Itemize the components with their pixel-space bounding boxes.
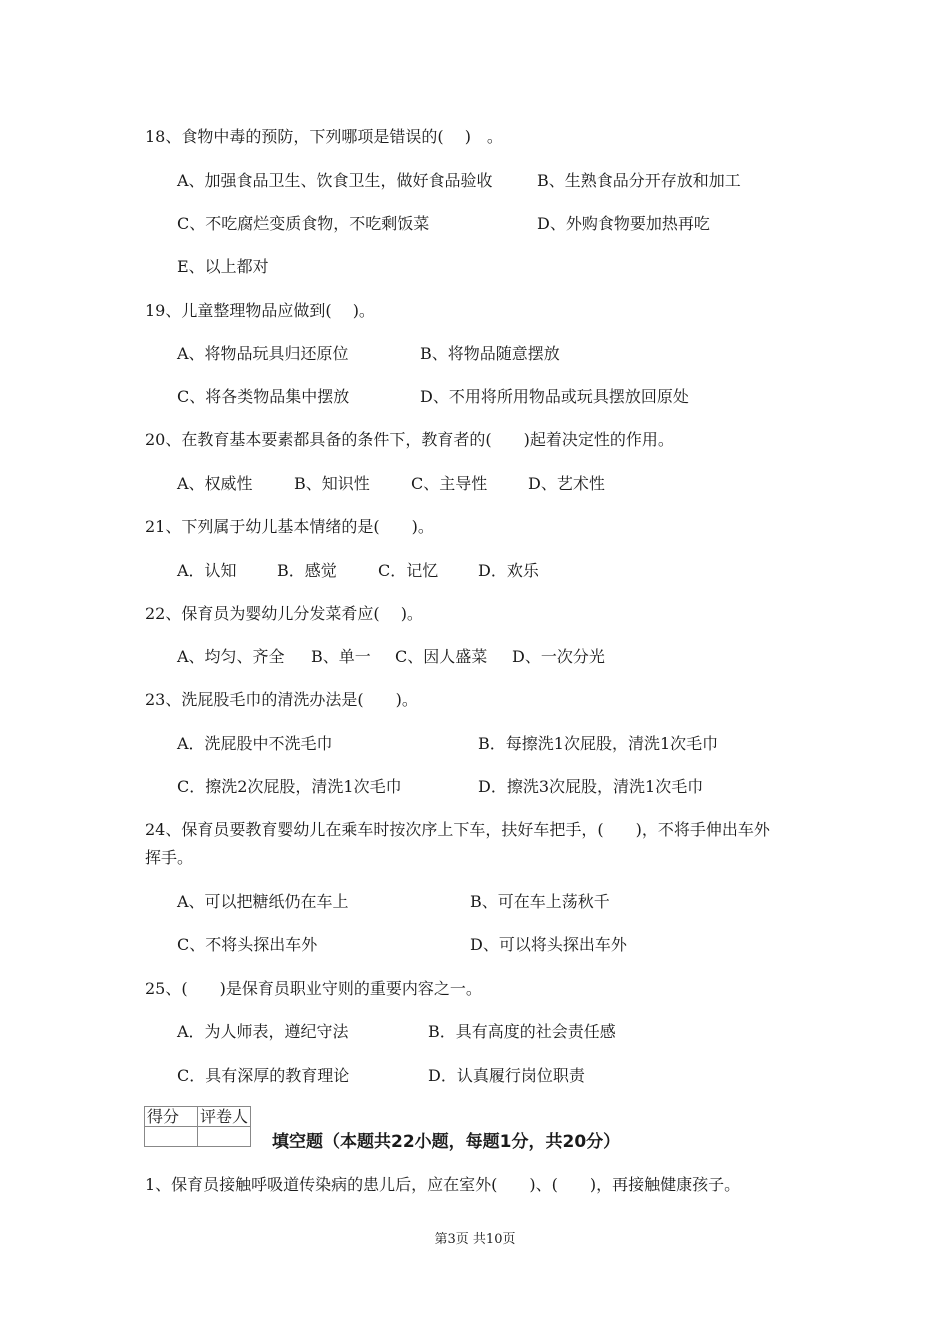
question-19: 19、儿童整理物品应做到( )。 (145, 301, 375, 320)
option-21a: A．认知 (177, 561, 237, 580)
page-footer: 第3页 共10页 (434, 1232, 516, 1247)
question-22: 22、保育员为婴幼儿分发菜肴应( )。 (145, 604, 423, 623)
option-25d: D．认真履行岗位职责 (428, 1066, 585, 1085)
option-25b: B．具有高度的社会责任感 (428, 1022, 616, 1041)
section-title: 填空题（本题共22小题，每题1分，共20分） (272, 1132, 621, 1152)
option-19a: A、将物品玩具归还原位 (177, 344, 349, 363)
option-19c: C、将各类物品集中摆放 (177, 387, 350, 406)
option-18e: E、以上都对 (177, 257, 269, 276)
score-cell[interactable] (145, 1127, 198, 1147)
grader-cell[interactable] (198, 1127, 251, 1147)
option-22b: B、单一 (311, 647, 371, 666)
option-25c: C．具有深厚的教育理论 (177, 1066, 350, 1085)
question-18: 18、食物中毒的预防，下列哪项是错误的( ) 。 (145, 127, 503, 146)
option-20c: C、主导性 (411, 474, 488, 493)
option-23c: C．擦洗2次屁股，清洗1次毛巾 (177, 777, 402, 796)
question-20: 20、在教育基本要素都具备的条件下，教育者的( )起着决定性的作用。 (145, 430, 674, 449)
option-19d: D、不用将所用物品或玩具摆放回原处 (420, 387, 689, 406)
option-24a: A、可以把糖纸仍在车上 (177, 892, 349, 911)
question-24-cont: 挥手。 (145, 848, 194, 867)
question-23: 23、洗屁股毛巾的清洗办法是( )。 (145, 690, 418, 709)
option-23d: D．擦洗3次屁股，清洗1次毛巾 (478, 777, 704, 796)
option-21c: C．记忆 (378, 561, 439, 580)
question-21: 21、下列属于幼儿基本情绪的是( )。 (145, 517, 434, 536)
option-20d: D、艺术性 (528, 474, 605, 493)
option-20b: B、知识性 (294, 474, 370, 493)
option-18d: D、外购食物要加热再吃 (537, 214, 710, 233)
grader-header: 评卷人 (198, 1107, 251, 1127)
option-21b: B．感觉 (277, 561, 337, 580)
fill-question-1: 1、保育员接触呼吸道传染病的患儿后，应在室外( )、( )，再接触健康孩子。 (145, 1175, 741, 1194)
option-19b: B、将物品随意摆放 (420, 344, 560, 363)
option-24d: D、可以将头探出车外 (470, 935, 627, 954)
option-22c: C、因人盛菜 (395, 647, 488, 666)
option-21d: D．欢乐 (478, 561, 539, 580)
option-22a: A、均匀、齐全 (177, 647, 285, 666)
option-18a: A、加强食品卫生、饮食卫生，做好食品验收 (177, 171, 493, 190)
score-header: 得分 (145, 1107, 198, 1127)
option-23a: A．洗屁股中不洗毛巾 (177, 734, 333, 753)
score-table (144, 1106, 251, 1147)
question-25: 25、( )是保育员职业守则的重要内容之一。 (145, 979, 482, 998)
option-20a: A、权威性 (177, 474, 253, 493)
option-18c: C、不吃腐烂变质食物，不吃剩饭菜 (177, 214, 430, 233)
option-25a: A．为人师表，遵纪守法 (177, 1022, 349, 1041)
option-22d: D、一次分光 (512, 647, 605, 666)
option-18b: B、生熟食品分开存放和加工 (537, 171, 741, 190)
option-24b: B、可在车上荡秋千 (470, 892, 610, 911)
option-24c: C、不将头探出车外 (177, 935, 318, 954)
option-23b: B．每擦洗1次屁股，清洗1次毛巾 (478, 734, 719, 753)
question-24: 24、保育员要教育婴幼儿在乘车时按次序上下车，扶好车把手，( )，不将手伸出车外 (145, 820, 770, 839)
